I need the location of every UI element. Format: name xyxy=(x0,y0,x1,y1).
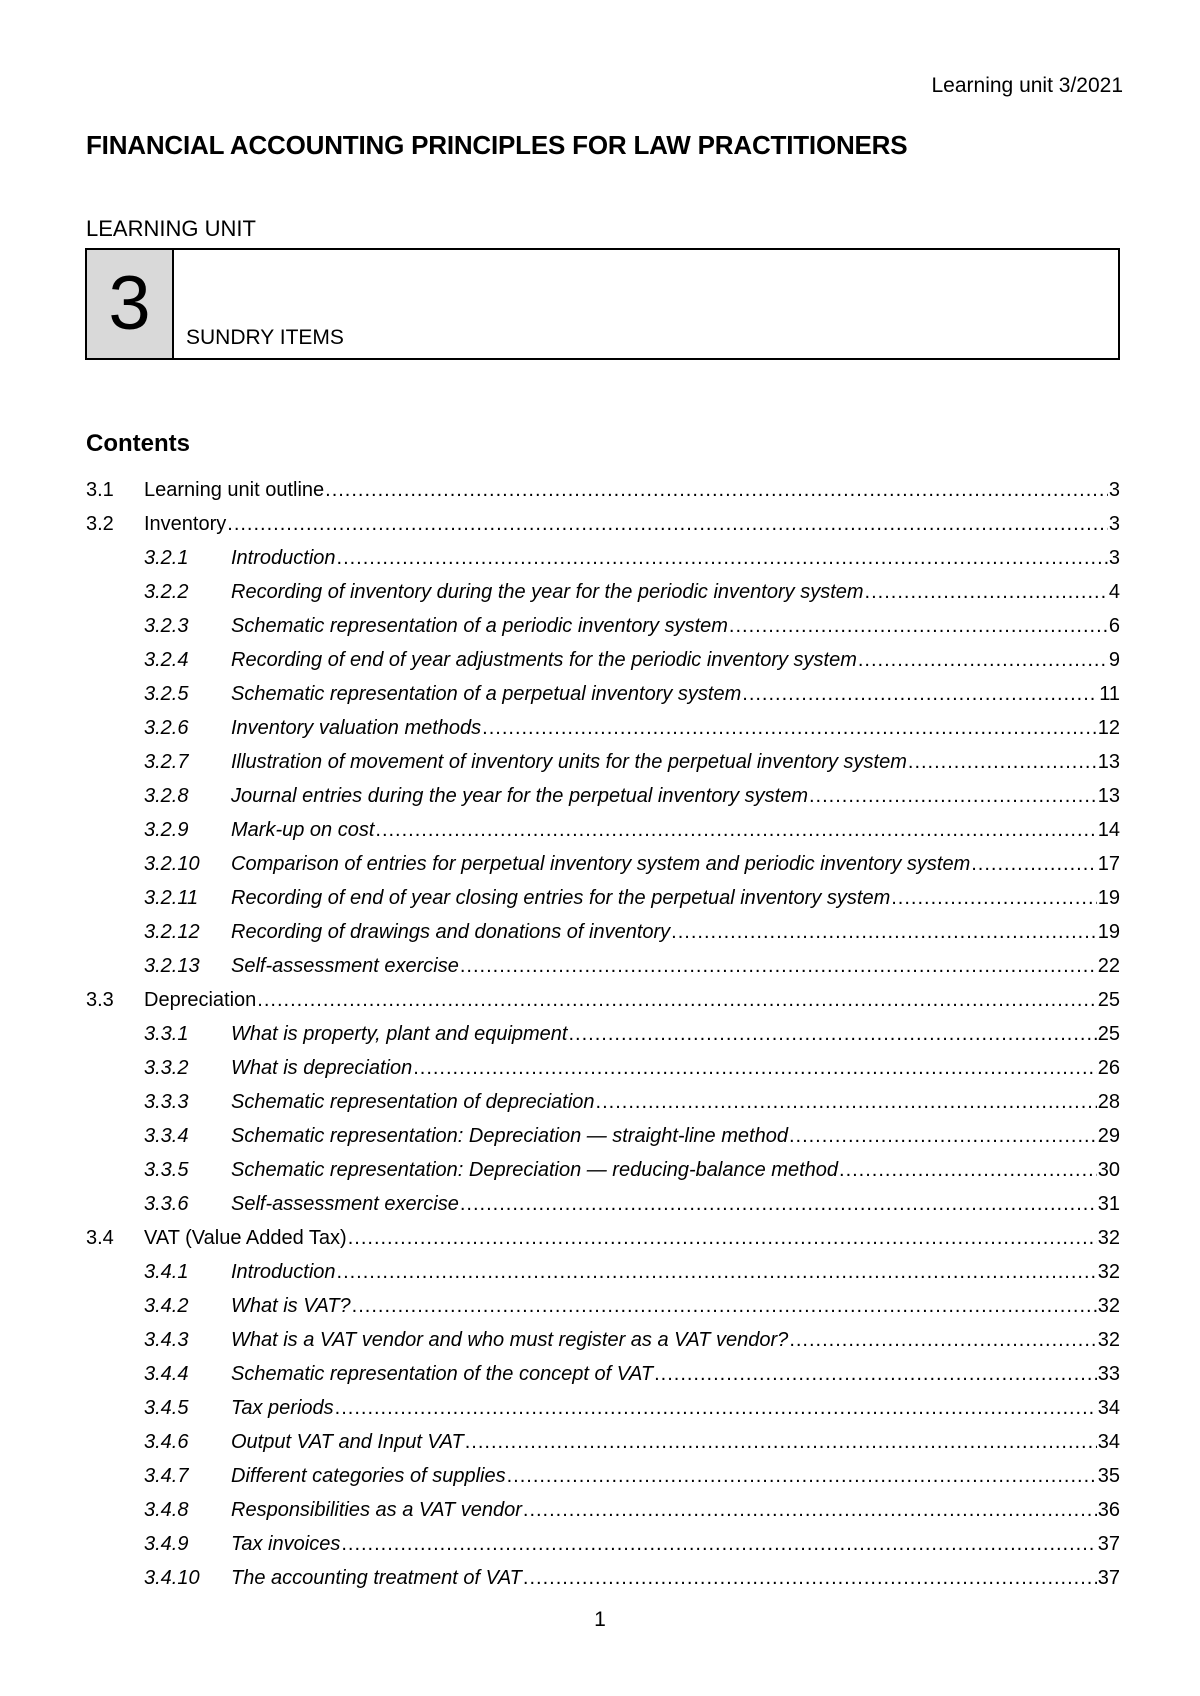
toc-entry-line xyxy=(144,513,1120,536)
toc-entry-page: 34 xyxy=(1097,1431,1120,1453)
learning-unit-label: LEARNING UNIT xyxy=(86,216,256,241)
toc-entry-page: 6 xyxy=(1108,615,1120,637)
toc-dot-leader xyxy=(858,649,1108,672)
toc-entry-number: 3.4.8 xyxy=(144,1499,189,1521)
toc-entry-page: 13 xyxy=(1097,751,1120,773)
toc-entry-number: 3.3.2 xyxy=(144,1057,189,1079)
toc-entry-number: 3.4.1 xyxy=(144,1261,189,1283)
toc-entry[interactable] xyxy=(86,882,1120,916)
toc-dot-leader xyxy=(257,989,1096,1012)
toc-entry-page: 12 xyxy=(1097,717,1120,739)
toc-dot-leader xyxy=(352,1295,1097,1318)
toc-entry-line xyxy=(144,989,1120,1012)
toc-entry-title: Schematic representation: Depreciation — reducing-balance method xyxy=(231,1159,839,1181)
toc-dot-leader xyxy=(482,717,1097,740)
toc-entry-number: 3.2.6 xyxy=(144,717,189,739)
toc-entry-page: 32 xyxy=(1097,1227,1120,1249)
toc-entry-page: 37 xyxy=(1097,1533,1120,1555)
toc-entry-line xyxy=(231,785,1120,808)
toc-entry-line xyxy=(231,581,1120,604)
toc-entry-line xyxy=(144,1227,1120,1250)
toc-dot-leader xyxy=(375,819,1096,842)
toc-entry[interactable] xyxy=(86,1528,1120,1562)
toc-dot-leader xyxy=(654,1363,1097,1386)
toc-dot-leader xyxy=(227,513,1108,536)
toc-entry[interactable] xyxy=(86,984,1120,1018)
toc-dot-leader xyxy=(671,921,1097,944)
toc-dot-leader xyxy=(971,853,1097,876)
toc-entry-title: Inventory xyxy=(144,513,227,535)
toc-entry-title: Schematic representation of the concept of VAT xyxy=(231,1363,654,1385)
toc-entry-number: 3.3.6 xyxy=(144,1193,189,1215)
toc-entry[interactable] xyxy=(86,746,1120,780)
toc-dot-leader xyxy=(789,1125,1097,1148)
toc-entry-page: 25 xyxy=(1097,989,1120,1011)
toc-entry-number: 3.3 xyxy=(86,989,114,1011)
toc-entry-number: 3.3.4 xyxy=(144,1125,189,1147)
toc-entry-line xyxy=(231,1193,1120,1216)
toc-entry-title: Introduction xyxy=(231,1261,336,1283)
toc-entry-line xyxy=(231,1057,1120,1080)
toc-entry-line xyxy=(231,717,1120,740)
document-title: FINANCIAL ACCOUNTING PRINCIPLES FOR LAW PRACTITIONERS xyxy=(86,130,908,160)
toc-entry-page: 30 xyxy=(1097,1159,1120,1181)
toc-entry-title: Schematic representation of depreciation xyxy=(231,1091,595,1113)
toc-entry-page: 25 xyxy=(1097,1023,1120,1045)
toc-entry-page: 4 xyxy=(1108,581,1120,603)
toc-entry-number: 3.4.10 xyxy=(144,1567,200,1589)
toc-entry-title: Tax periods xyxy=(231,1397,334,1419)
toc-entry-number: 3.2.8 xyxy=(144,785,189,807)
toc-entry-number: 3.2.2 xyxy=(144,581,189,603)
unit-number: 3 xyxy=(87,250,174,358)
toc-dot-leader xyxy=(413,1057,1097,1080)
toc-entry-page: 19 xyxy=(1097,887,1120,909)
toc-entry-line xyxy=(231,1465,1120,1488)
toc-dot-leader xyxy=(523,1567,1097,1590)
toc-entry-number: 3.2.9 xyxy=(144,819,189,841)
toc-entry-line xyxy=(231,683,1120,706)
toc-entry-title: Recording of end of year closing entries for the perpetual inventory system xyxy=(231,887,891,909)
toc-entry-page: 36 xyxy=(1097,1499,1120,1521)
toc-entry[interactable] xyxy=(86,678,1120,712)
toc-entry[interactable] xyxy=(86,610,1120,644)
toc-entry-line xyxy=(231,1397,1120,1420)
unit-title-cell xyxy=(174,250,1118,358)
toc-entry-number: 3.4.9 xyxy=(144,1533,189,1555)
toc-dot-leader xyxy=(341,1533,1096,1556)
toc-dot-leader xyxy=(596,1091,1097,1114)
toc-entry-number: 3.3.3 xyxy=(144,1091,189,1113)
toc-entry-title: Self-assessment exercise xyxy=(231,1193,459,1215)
toc-dot-leader xyxy=(325,479,1108,502)
toc-entry-number: 3.2.5 xyxy=(144,683,189,705)
toc-entry-title: The accounting treatment of VAT xyxy=(231,1567,522,1589)
toc-dot-leader xyxy=(507,1465,1097,1488)
toc-entry-number: 3.4.6 xyxy=(144,1431,189,1453)
toc-entry-number: 3.2.1 xyxy=(144,547,189,569)
toc-entry[interactable] xyxy=(86,780,1120,814)
toc-entry-line xyxy=(231,955,1120,978)
toc-entry[interactable] xyxy=(86,1358,1120,1392)
toc-entry-number: 3.2.7 xyxy=(144,751,189,773)
toc-entry[interactable] xyxy=(86,916,1120,950)
toc-entry-page: 32 xyxy=(1097,1329,1120,1351)
toc-entry[interactable] xyxy=(86,1018,1120,1052)
toc-entry-page: 26 xyxy=(1097,1057,1120,1079)
toc-entry-page: 13 xyxy=(1097,785,1120,807)
toc-entry-line xyxy=(231,547,1120,570)
toc-dot-leader xyxy=(335,1397,1097,1420)
toc-dot-leader xyxy=(568,1023,1096,1046)
toc-dot-leader xyxy=(742,683,1098,706)
toc-entry[interactable] xyxy=(86,1392,1120,1426)
toc-entry-title: Self-assessment exercise xyxy=(231,955,459,977)
toc-entry-title: Inventory valuation methods xyxy=(231,717,482,739)
toc-entry-title: Recording of end of year adjustments for the periodic inventory system xyxy=(231,649,857,671)
toc-entry-title: Depreciation xyxy=(144,989,257,1011)
toc-entry-line xyxy=(231,819,1120,842)
toc-dot-leader xyxy=(337,1261,1097,1284)
toc-entry-title: Different categories of supplies xyxy=(231,1465,506,1487)
toc-entry-title: Comparison of entries for perpetual inventory system and periodic inventory system xyxy=(231,853,971,875)
toc-entry[interactable] xyxy=(86,950,1120,984)
toc-entry-line xyxy=(231,887,1120,910)
toc-entry-number: 3.4.3 xyxy=(144,1329,189,1351)
toc-entry-line xyxy=(231,1295,1120,1318)
toc-entry-title: VAT (Value Added Tax) xyxy=(144,1227,347,1249)
toc-entry[interactable] xyxy=(86,644,1120,678)
toc-entry-number: 3.4 xyxy=(86,1227,114,1249)
toc-entry-line xyxy=(144,479,1120,502)
toc-entry[interactable] xyxy=(86,1188,1120,1222)
toc-entry-title: What is property, plant and equipment xyxy=(231,1023,568,1045)
toc-entry-page: 37 xyxy=(1097,1567,1120,1589)
toc-entry-number: 3.4.2 xyxy=(144,1295,189,1317)
toc-entry-number: 3.4.7 xyxy=(144,1465,189,1487)
contents-heading: Contents xyxy=(86,430,190,457)
toc-entry[interactable] xyxy=(86,542,1120,576)
toc-entry-line xyxy=(231,1363,1120,1386)
toc-entry[interactable] xyxy=(86,1562,1120,1596)
toc-dot-leader xyxy=(809,785,1097,808)
toc-entry-number: 3.1 xyxy=(86,479,114,501)
toc-entry-number: 3.3.1 xyxy=(144,1023,189,1045)
toc-entry-number: 3.2.13 xyxy=(144,955,200,977)
toc-entry-title: What is VAT? xyxy=(231,1295,351,1317)
toc-entry-page: 29 xyxy=(1097,1125,1120,1147)
toc-entry-number: 3.2.10 xyxy=(144,853,200,875)
toc-entry-line xyxy=(231,1329,1120,1352)
toc-dot-leader xyxy=(729,615,1108,638)
toc-entry-title: Tax invoices xyxy=(231,1533,341,1555)
toc-entry-title: Output VAT and Input VAT xyxy=(231,1431,464,1453)
toc-entry-line xyxy=(231,853,1120,876)
toc-dot-leader xyxy=(337,547,1108,570)
toc-entry[interactable] xyxy=(86,1222,1120,1256)
toc-entry-number: 3.2.4 xyxy=(144,649,189,671)
toc-entry[interactable] xyxy=(86,1324,1120,1358)
toc-entry-page: 17 xyxy=(1097,853,1120,875)
toc-entry-line xyxy=(231,1499,1120,1522)
toc-entry-title: Recording of inventory during the year for the periodic inventory system xyxy=(231,581,864,603)
toc-entry-page: 19 xyxy=(1097,921,1120,943)
toc-entry-title: Journal entries during the year for the perpetual inventory system xyxy=(231,785,808,807)
toc-entry-title: Learning unit outline xyxy=(144,479,325,501)
toc-entry-line xyxy=(231,1567,1120,1590)
toc-entry-title: What is depreciation xyxy=(231,1057,413,1079)
toc-entry-line xyxy=(231,1261,1120,1284)
toc-entry-title: Schematic representation: Depreciation — straight-line method xyxy=(231,1125,788,1147)
toc-entry-number: 3.2.11 xyxy=(144,887,199,909)
toc-entry-page: 35 xyxy=(1097,1465,1120,1487)
toc-entry-line xyxy=(231,1533,1120,1556)
learning-unit-banner xyxy=(85,248,1120,360)
toc-dot-leader xyxy=(908,751,1097,774)
toc-entry-title: Responsibilities as a VAT vendor xyxy=(231,1499,522,1521)
toc-dot-leader xyxy=(460,955,1097,978)
toc-entry-line xyxy=(231,921,1120,944)
toc-entry-number: 3.4.5 xyxy=(144,1397,189,1419)
toc-entry-page: 34 xyxy=(1097,1397,1120,1419)
toc-dot-leader xyxy=(865,581,1108,604)
toc-dot-leader xyxy=(789,1329,1096,1352)
toc-entry[interactable] xyxy=(86,814,1120,848)
toc-dot-leader xyxy=(891,887,1097,910)
toc-entry-page: 3 xyxy=(1108,513,1120,535)
table-of-contents xyxy=(86,474,1120,1596)
toc-dot-leader xyxy=(460,1193,1097,1216)
toc-entry-number: 3.3.5 xyxy=(144,1159,189,1181)
running-header: Learning unit 3/2021 xyxy=(931,74,1123,97)
toc-dot-leader xyxy=(465,1431,1097,1454)
toc-dot-leader xyxy=(348,1227,1097,1250)
toc-entry[interactable] xyxy=(86,1086,1120,1120)
toc-entry-title: Mark-up on cost xyxy=(231,819,375,841)
toc-entry[interactable] xyxy=(86,508,1120,542)
toc-entry-number: 3.2.12 xyxy=(144,921,200,943)
toc-entry-page: 33 xyxy=(1097,1363,1120,1385)
toc-entry[interactable] xyxy=(86,1426,1120,1460)
toc-entry-number: 3.4.4 xyxy=(144,1363,189,1385)
toc-entry[interactable] xyxy=(86,1494,1120,1528)
toc-entry-page: 31 xyxy=(1097,1193,1120,1215)
toc-entry[interactable] xyxy=(86,712,1120,746)
toc-entry-page: 22 xyxy=(1097,955,1120,977)
toc-entry-line xyxy=(231,615,1120,638)
toc-entry[interactable] xyxy=(86,576,1120,610)
toc-entry-title: Schematic representation of a periodic inventory system xyxy=(231,615,728,637)
toc-entry[interactable] xyxy=(86,1154,1120,1188)
toc-entry[interactable] xyxy=(86,1052,1120,1086)
toc-entry-line xyxy=(231,1159,1120,1182)
toc-entry-title: What is a VAT vendor and who must register as a VAT vendor? xyxy=(231,1329,789,1351)
toc-entry-page: 32 xyxy=(1097,1295,1120,1317)
toc-entry[interactable] xyxy=(86,1460,1120,1494)
toc-entry-page: 28 xyxy=(1097,1091,1120,1113)
toc-entry-page: 11 xyxy=(1099,683,1120,705)
toc-entry[interactable] xyxy=(86,1290,1120,1324)
toc-entry-title: Introduction xyxy=(231,547,336,569)
toc-entry[interactable] xyxy=(86,1256,1120,1290)
toc-entry[interactable] xyxy=(86,474,1120,508)
toc-entry-title: Schematic representation of a perpetual inventory system xyxy=(231,683,742,705)
toc-entry-page: 3 xyxy=(1108,479,1120,501)
toc-entry-page: 9 xyxy=(1108,649,1120,671)
toc-entry-page: 32 xyxy=(1097,1261,1120,1283)
toc-entry[interactable] xyxy=(86,848,1120,882)
toc-entry-page: 3 xyxy=(1108,547,1120,569)
toc-entry-line xyxy=(231,1431,1120,1454)
toc-entry-line xyxy=(231,751,1120,774)
toc-dot-leader xyxy=(839,1159,1097,1182)
toc-dot-leader xyxy=(523,1499,1097,1522)
toc-entry-line xyxy=(231,649,1120,672)
toc-entry-title: Recording of drawings and donations of inventory xyxy=(231,921,671,943)
toc-entry-number: 3.2 xyxy=(86,513,114,535)
page-number: 1 xyxy=(594,1608,606,1631)
unit-title: SUNDRY ITEMS xyxy=(186,326,344,349)
toc-entry-number: 3.2.3 xyxy=(144,615,189,637)
toc-entry-line xyxy=(231,1125,1120,1148)
toc-entry[interactable] xyxy=(86,1120,1120,1154)
toc-entry-title: Illustration of movement of inventory units for the perpetual inventory system xyxy=(231,751,907,773)
toc-entry-page: 14 xyxy=(1097,819,1120,841)
toc-entry-line xyxy=(231,1091,1120,1114)
toc-entry-line xyxy=(231,1023,1120,1046)
